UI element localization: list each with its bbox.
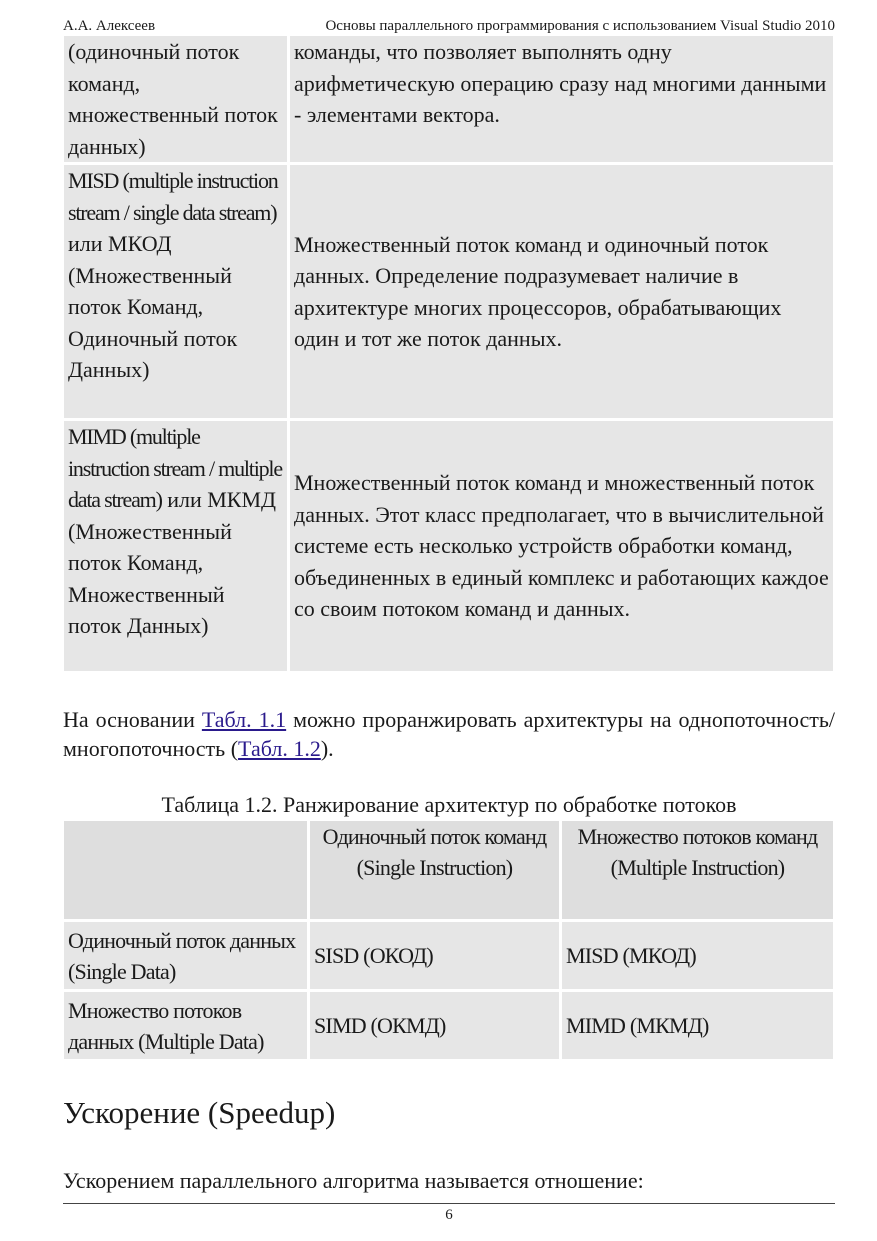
flynn-classification-table — [64, 36, 833, 674]
table-caption: Таблица 1.2. Ранжирование архитектур по обработке потоков — [161, 792, 737, 817]
paragraph-text: можно проранжировать архитектуры на однопоточность/многопоточность ( — [63, 707, 836, 761]
page-number: 6 — [445, 1207, 453, 1223]
paragraph-text: На основании — [63, 707, 202, 732]
table-1-2-link[interactable]: Табл. 1.2 — [238, 736, 321, 761]
speedup-paragraph: Ускорением параллельного алгоритма называется отношение: — [63, 1168, 644, 1193]
architecture-description-cell: Множественный поток команд и множественный поток данных. Этот класс предполагает, что в вычислительной системе есть несколько устройств обработки команд, объединенных в единый комплекс и работающих каждое со своим потоком команд и данных. — [290, 421, 833, 674]
table-row — [64, 165, 833, 421]
column-header-single-instruction: Одиночный поток команд (Single Instruction) — [310, 821, 562, 922]
architecture-name-ru: или МКМД (Множественный поток Команд, Множественный поток Данных) — [68, 487, 277, 638]
paragraph-text: ). — [320, 736, 334, 761]
table-cell: MISD (МКОД) — [562, 922, 833, 992]
row-header-single-data: Одиночный поток данных (Single Data) — [64, 922, 310, 992]
architecture-name-cell — [64, 421, 290, 674]
table-cell: SIMD (ОКМД) — [310, 992, 562, 1062]
architecture-description-cell: команды, что позволяет выполнять одну арифметическую операцию сразу над многими данными - элементами вектора. — [290, 36, 833, 165]
column-header-multiple-instruction: Множество потоков команд (Multiple Instruction) — [562, 821, 833, 922]
architecture-name-ru: или МКОД (Множественный поток Команд, Одиночный поток Данных) — [68, 231, 238, 382]
footer-divider — [63, 1203, 835, 1204]
table-cell: MIMD (МКМД) — [562, 992, 833, 1062]
ranking-table — [64, 821, 833, 1062]
architecture-description-cell: Множественный поток команд и одиночный поток данных. Определение подразумевает наличие в архитектуре многих процессоров, обрабатывающих один и тот же поток данных. — [290, 165, 833, 421]
table-cell: SISD (ОКОД) — [310, 922, 562, 992]
architecture-name-ru: (одиночный поток команд, множественный поток данных) — [68, 39, 278, 159]
header-book-title: Основы параллельного программирования с использованием Visual Studio 2010 — [325, 18, 835, 34]
corner-header-cell — [64, 821, 310, 922]
table-row — [64, 36, 833, 165]
section-heading: Ускорение (Speedup) — [63, 1095, 336, 1130]
architecture-name-cell — [64, 165, 290, 421]
header-author: А.А. Алексеев — [63, 18, 156, 34]
page-header — [63, 16, 835, 36]
architecture-name-cell — [64, 36, 290, 165]
row-header-multiple-data: Множество потоков данных (Multiple Data) — [64, 992, 310, 1062]
table-row — [64, 421, 833, 674]
ranking-paragraph — [63, 705, 835, 763]
table-header-row — [64, 821, 833, 922]
architecture-name-latin: MISD (multiple instruction stream / single data stream) — [68, 168, 278, 225]
table-row — [64, 922, 833, 992]
table-row — [64, 992, 833, 1062]
architecture-name-latin: MIMD (multiple instruction stream / multiple data stream) — [68, 424, 282, 512]
table-1-1-link[interactable]: Табл. 1.1 — [201, 707, 287, 732]
